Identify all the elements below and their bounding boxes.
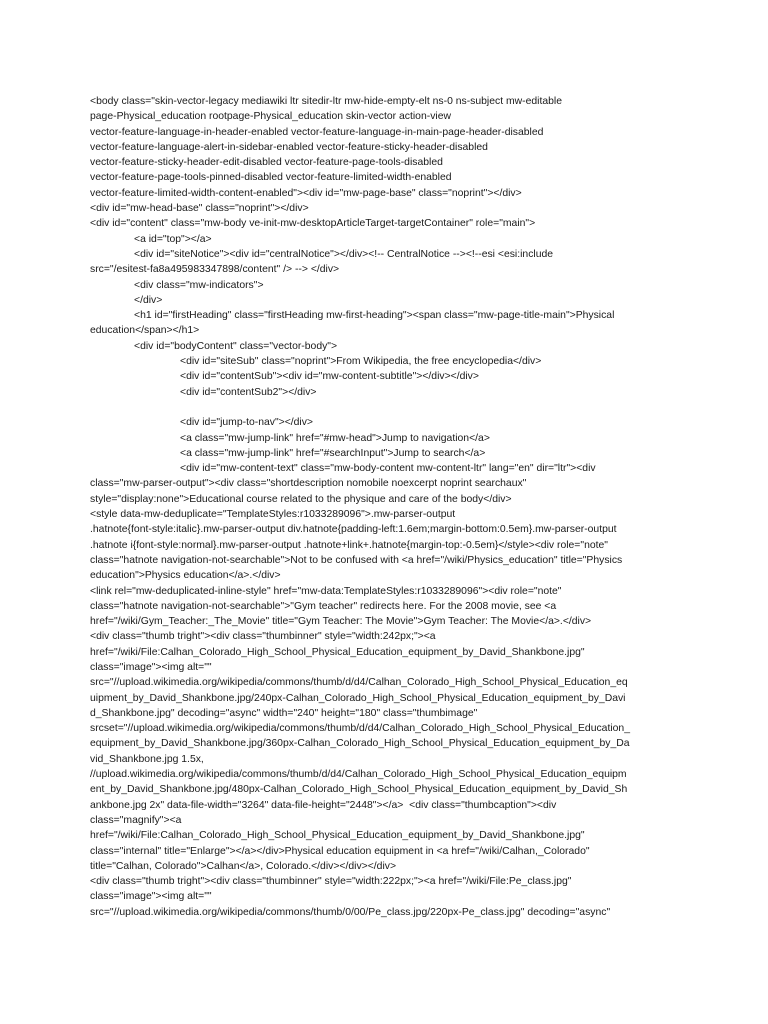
document-line: .hatnote i{font-style:normal}.mw-parser-output .hatnote+link+.hatnote{margin-top:-0.5em}</style><div role="note"	[90, 539, 608, 551]
document-line: vid_Shankbone.jpg 1.5x,	[90, 753, 204, 765]
document-line	[90, 400, 685, 415]
document-line: vector-feature-limited-width-content-enabled"><div id="mw-page-base" class="noprint"></div>	[90, 187, 522, 199]
document-line: vector-feature-language-alert-in-sidebar-enabled vector-feature-sticky-header-disabled	[90, 141, 488, 153]
document-line: class="hatnote navigation-not-searchable">Not to be confused with <a href="/wiki/Physics_education" title="Physics	[90, 554, 623, 566]
document-line: vector-feature-page-tools-pinned-disabled vector-feature-limited-width-enabled	[90, 172, 452, 184]
document-line: <div id="siteSub" class="noprint">From Wikipedia, the free encyclopedia</div>	[180, 356, 542, 368]
document-line: <h1 id="firstHeading" class="firstHeading mw-first-heading"><span class="mw-page-title-main">Physical	[134, 310, 615, 322]
document-line: <div class="mw-indicators">	[134, 279, 264, 291]
document-line: <div id="mw-head-base" class="noprint"></div>	[90, 203, 309, 215]
document-line: education">Physics education</a>.</div>	[90, 570, 281, 582]
document-line: <link rel="mw-deduplicated-inline-style" href="mw-data:TemplateStyles:r1033289096"><div role="note"	[90, 585, 562, 597]
document-line: href="/wiki/File:Calhan_Colorado_High_School_Physical_Education_equipment_by_David_Shankbone.jpg"	[90, 646, 585, 658]
document-line: <div id="jump-to-nav"></div>	[180, 417, 314, 429]
document-line: class="image"><img alt=""	[90, 891, 212, 903]
document-line: <div id="siteNotice"><div id="centralNotice"></div><!-- CentralNotice --><!--esi <esi:include	[134, 248, 554, 260]
document-line: page-Physical_education rootpage-Physical_education skin-vector action-view	[90, 111, 451, 123]
document-line: .hatnote{font-style:italic}.mw-parser-output div.hatnote{padding-left:1.6em;margin-bottom:0.5em}.mw-parser-output	[90, 524, 617, 536]
document-line: d_Shankbone.jpg" decoding="async" width="240" height="180" class="thumbimage"	[90, 707, 478, 719]
document-line: src="//upload.wikimedia.org/wikipedia/commons/thumb/d/d4/Calhan_Colorado_High_School_Physical_Education_eq	[90, 677, 628, 689]
document-line: //upload.wikimedia.org/wikipedia/commons/thumb/d/d4/Calhan_Colorado_High_School_Physical_Education_equipm	[90, 769, 627, 781]
document-line: ent_by_David_Shankbone.jpg/480px-Calhan_Colorado_High_School_Physical_Education_equipment_by_David_Sh	[90, 784, 628, 796]
document-line: class="mw-parser-output"><div class="shortdescription nomobile noexcerpt noprint searchaux"	[90, 478, 527, 490]
document-line: class="hatnote navigation-not-searchable">"Gym teacher" redirects here. For the 2008 movie, see <a	[90, 600, 557, 612]
document-line: href="/wiki/Gym_Teacher:_The_Movie" title="Gym Teacher: The Movie">Gym Teacher: The Movie</a>.</div>	[90, 616, 592, 628]
document-line: <div id="contentSub"><div id="mw-content-subtitle"></div></div>	[180, 371, 479, 383]
document-line: vector-feature-language-in-header-enabled vector-feature-language-in-main-page-header-disabled	[90, 126, 544, 138]
document-line: </div>	[134, 294, 163, 306]
document-line: equipment_by_David_Shankbone.jpg/360px-Calhan_Colorado_High_School_Physical_Education_equipment_by_Da	[90, 738, 630, 750]
document-line: src="//upload.wikimedia.org/wikipedia/commons/thumb/0/00/Pe_class.jpg/220px-Pe_class.jpg" decoding="async"	[90, 906, 611, 918]
document-line: title="Calhan, Colorado">Calhan</a>, Colorado.</div></div></div>	[90, 860, 397, 872]
document-line: ankbone.jpg 2x" data-file-width="3264" data-file-height="2448"></a> <div class="thumbcaption"><div	[90, 799, 557, 811]
document-line: style="display:none">Educational course related to the physique and care of the body</div>	[90, 493, 512, 505]
document-line: <style data-mw-deduplicate="TemplateStyles:r1033289096">.mw-parser-output	[90, 509, 456, 521]
document-line: class="internal" title="Enlarge"></a></div>Physical education equipment in <a href="/wiki/Calhan,_Colorado"	[90, 845, 590, 857]
document-line: <a class="mw-jump-link" href="#searchInput">Jump to search</a>	[180, 447, 486, 459]
document-line: <body class="skin-vector-legacy mediawiki ltr sitedir-ltr mw-hide-empty-elt ns-0 ns-subject mw-editable	[90, 96, 562, 107]
document-page	[90, 94, 685, 920]
document-line: education</span></h1>	[90, 325, 200, 337]
document-line: <div id="bodyContent" class="vector-body">	[134, 340, 338, 352]
document-line: <div class="thumb tright"><div class="thumbinner" style="width:242px;"><a	[90, 631, 436, 643]
document-line: srcset="//upload.wikimedia.org/wikipedia/commons/thumb/d/d4/Calhan_Colorado_High_School_Physical_Education_	[90, 723, 630, 735]
document-line: <a class="mw-jump-link" href="#mw-head">Jump to navigation</a>	[180, 432, 490, 444]
document-line: <div id="mw-content-text" class="mw-body-content mw-content-ltr" lang="en" dir="ltr"><div	[180, 463, 596, 475]
document-line: vector-feature-sticky-header-edit-disabled vector-feature-page-tools-disabled	[90, 157, 443, 169]
document-line: <div id="contentSub2"></div>	[180, 386, 317, 398]
document-line: class="image"><img alt=""	[90, 661, 212, 673]
document-line: <a id="top"></a>	[134, 233, 212, 245]
document-line: src="/esitest-fa8a495983347898/content" /> --> </div>	[90, 264, 340, 276]
document-line: uipment_by_David_Shankbone.jpg/240px-Calhan_Colorado_High_School_Physical_Education_equipment_by_Davi	[90, 692, 626, 704]
document-line: <div id="content" class="mw-body ve-init-mw-desktopArticleTarget-targetContainer" role="main">	[90, 218, 536, 230]
document-line: <div class="thumb tright"><div class="thumbinner" style="width:222px;"><a href="/wiki/File:Pe_class.jpg"	[90, 876, 572, 888]
document-line: class="magnify"><a	[90, 814, 182, 826]
document-line: href="/wiki/File:Calhan_Colorado_High_School_Physical_Education_equipment_by_David_Shankbone.jpg"	[90, 830, 585, 842]
